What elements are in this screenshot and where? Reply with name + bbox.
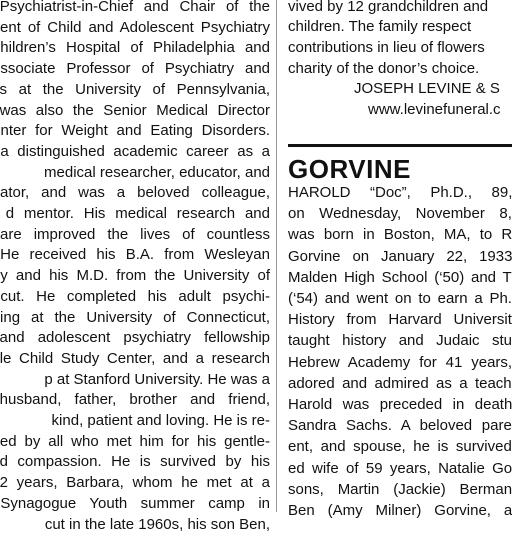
text-line: ator, and was a beloved colleague, [0,184,270,202]
text-line: d compassion. He is survived by his [0,453,270,471]
text-line: Ben (Amy Milner) Gorvine, a [288,502,512,519]
text-line: He received his B.A. from Wesleyan [0,246,270,264]
text-line: a distinguished academic career as a [0,142,270,160]
text-line: and adolescent psychiatry fellowship [0,329,270,347]
text-line: HAROLD “Doc”, Ph.D., 89, [288,184,512,201]
text-line: (‘54) and went on to earn a Ph. [288,290,512,307]
text-line: was also the Senior Medical Director [0,101,270,119]
text-line: Malden High School (‘50) and T [288,268,512,286]
text-line: 2 years, Barbara, whom he met at a [0,474,270,492]
text-line: ssociate Professor of Psychiatry and [0,60,270,78]
text-line: ed by all who met him for his gentle- [0,432,270,450]
obituary-heading: GORVINE [288,154,411,184]
section-rule [288,144,512,147]
text-line: ed wife of 59 years, Natalie Go [288,459,512,477]
text-line: Psychiatrist-in-Chief and Chair of the [0,0,270,15]
text-line: adored and admired as a teach [288,374,512,392]
text-line: nter for Weight and Eating Disorders. [0,122,270,140]
text-line: d mentor. His medical research and [5,205,270,222]
text-line: Sandra Sachs. A beloved pare [288,417,512,435]
text-line: le Child Study Center, and a research [0,349,270,367]
text-line: cut in the late 1960s, his son Ben, [44,515,270,533]
obituary-column-right [288,0,512,519]
text-line: vived by 12 grandchildren and [288,0,489,15]
text-line: contributions in lieu of flowers [288,39,485,56]
text-line: was born in Boston, MA, to R [288,226,512,244]
text-line: husband, father, brother and friend, [0,391,270,409]
funeral-home-name: JOSEPH LEVINE & S [354,80,500,97]
text-line: Synagogue Youth summer camp in [0,494,270,512]
text-line: ent of Child and Adolescent Psychiatry [0,18,270,36]
text-line: kind, patient and loving. He is re- [51,412,270,429]
text-line: ing at the University of Connecticut, [0,308,270,326]
text-line: cut. He completed his adult psychi- [0,287,270,305]
text-line: on Wednesday, November 8, [288,205,512,223]
text-line: s at the University of Pennsylvania, [0,80,270,98]
funeral-home-website: www.levinefuneral.c [368,101,501,118]
text-line: charity of the donor’s choice. [288,60,480,77]
text-line: sons, Martin (Jackie) Berman [288,480,512,498]
text-line: Gorvine on January 22, 1933 [288,247,512,265]
text-line: hildren’s Hospital of Philadelphia and [0,39,270,57]
text-line: taught history and Judaic stu [288,332,512,350]
text-line: children. The family respect [288,18,472,35]
text-line: y and his M.D. from the University of [0,267,270,285]
text-line: p at Stanford University. He was a [44,370,270,388]
column-divider [276,0,277,512]
text-line: Harold was preceded in death [288,396,512,413]
text-line: medical researcher, educator, and [44,163,270,181]
text-line: History from Harvard Universit [288,311,512,329]
text-line: Hebrew Academy for 41 years, [288,353,512,371]
text-line: are improved the lives of countless [0,225,270,243]
text-line: ent, and spouse, he is survived [288,438,512,456]
